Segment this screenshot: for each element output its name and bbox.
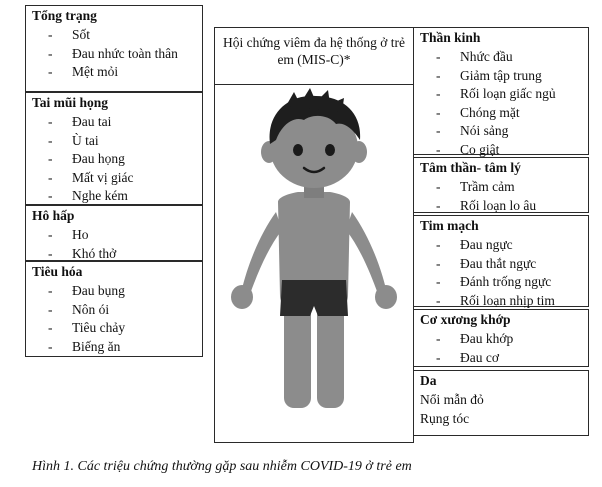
symptom-list: [414, 391, 588, 428]
list-item: - Rối loạn lo âu: [436, 197, 537, 213]
list-item: - Đau nhức toàn thân: [48, 45, 178, 61]
list-item: - Đau tai: [48, 114, 112, 129]
list-item: - Nhức đầu: [436, 49, 513, 64]
list-item: - Đau ngực: [436, 237, 513, 252]
box-title: Cơ xương khớp: [420, 312, 511, 327]
right-hand: [375, 285, 397, 309]
list-item: - Biếng ăn: [48, 338, 121, 354]
symptom-list: [414, 48, 588, 160]
left-hand: [231, 285, 253, 309]
child-body-illustration: [216, 84, 412, 419]
list-item: - Nôn ói: [48, 301, 110, 317]
shorts: [280, 280, 348, 316]
list-item: - Co giật: [436, 141, 500, 157]
symptom-list: [26, 282, 202, 356]
symptom-box-ent: [25, 92, 203, 205]
list-item: - Đau cơ: [436, 349, 499, 365]
symptom-list: [414, 178, 588, 215]
box-title: Tim mạch: [420, 218, 479, 233]
symptom-list: [414, 330, 588, 367]
list-item: - Đau thắt ngực: [436, 255, 537, 271]
list-item: - Đau bụng: [48, 283, 125, 298]
symptom-box-general: [25, 5, 203, 92]
symptom-box-psych: [413, 157, 589, 213]
left-arm: [242, 212, 282, 296]
list-item: - Đau họng: [48, 151, 125, 167]
list-item: - Chóng mặt: [436, 104, 520, 120]
symptom-box-cardio: [413, 215, 589, 307]
list-item: - Ù tai: [48, 132, 99, 148]
list-item: - Giảm tập trung: [436, 67, 542, 83]
symptom-box-digestive: [25, 261, 203, 357]
box-title: Tiêu hóa: [32, 264, 83, 279]
left-leg: [284, 304, 311, 408]
box-title: Tổng trạng: [32, 8, 97, 23]
list-item: - Đánh trống ngực: [436, 274, 552, 290]
right-eye: [325, 144, 335, 156]
list-item: - Rối loạn giấc ngủ: [436, 86, 556, 102]
list-item: - Mệt mỏi: [48, 64, 119, 80]
list-item: - Nói sảng: [436, 123, 509, 139]
figure-caption: Hình 1. Các triệu chứng thường gặp sau nhiễm COVID-19 ở trẻ em: [32, 459, 412, 474]
right-leg: [317, 304, 344, 408]
symptom-box-respiratory: [25, 205, 203, 261]
left-eye: [293, 144, 303, 156]
symptom-list: [26, 26, 202, 82]
list-item: - Rối loạn nhịp tim: [436, 292, 555, 308]
box-title: Da: [420, 373, 437, 388]
box-title: Hô hấp: [32, 208, 75, 223]
symptom-box-musculoskeletal: [413, 309, 589, 367]
symptom-list: [26, 226, 202, 263]
center-title: Hội chứng viêm đa hệ thống ở trẻ em (MIS-C)*: [222, 35, 406, 67]
symptom-box-neuro: [413, 27, 589, 155]
list-item: - Đau khớp: [436, 331, 514, 346]
box-title: Tai mũi họng: [32, 95, 109, 110]
box-title: Thần kinh: [420, 30, 481, 45]
list-item: - Tiêu chảy: [48, 320, 126, 336]
symptom-box-skin: [413, 370, 589, 436]
list-item: Rụng tóc: [420, 410, 470, 426]
symptom-list: [26, 113, 202, 206]
list-item: - Ho: [48, 227, 89, 242]
list-item: Nổi mẫn đỏ: [420, 392, 484, 407]
symptom-list: [414, 236, 588, 310]
list-item: - Khó thở: [48, 245, 117, 261]
box-title: Tâm thần- tâm lý: [420, 160, 521, 175]
list-item: - Mất vị giác: [48, 169, 134, 185]
list-item: - Nghe kém: [48, 188, 128, 204]
list-item: - Sốt: [48, 27, 91, 42]
right-arm: [346, 212, 386, 296]
list-item: - Trầm cảm: [436, 179, 515, 194]
